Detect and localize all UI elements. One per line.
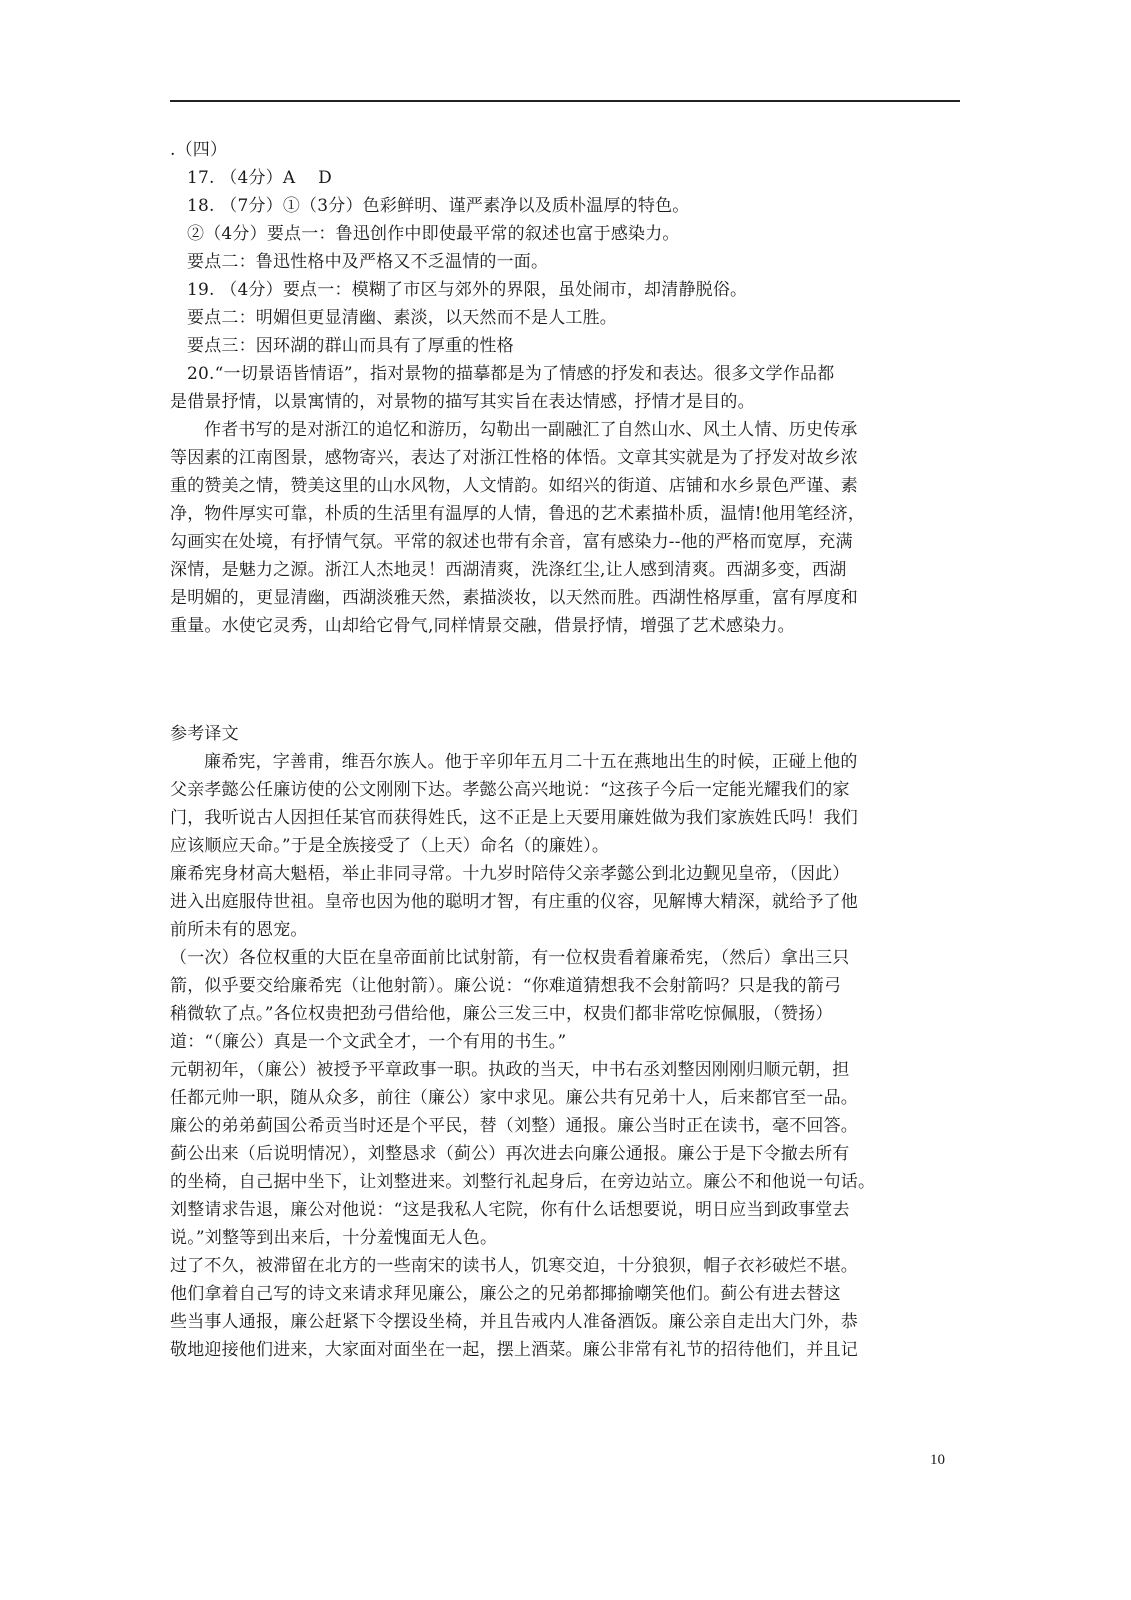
essay-line: 深情，是魅力之源。浙江人杰地灵！西湖清爽，洗涤红尘,让人感到清爽。西湖多变，西湖 bbox=[170, 560, 847, 580]
translation-line: 廉公的弟弟蓟国公希贡当时还是个平民，替（刘整）通报。廉公当时正在读书，毫不回答。 bbox=[170, 1116, 858, 1136]
translation-line: 任都元帅一职，随从众多，前往（廉公）家中求见。廉公共有兄弟十人，后来都官至一品。 bbox=[170, 1088, 858, 1108]
translation-line: 箭，似乎要交给廉希宪（让他射箭）。廉公说：“你难道猜想我不会射箭吗？只是我的箭弓 bbox=[170, 976, 842, 996]
translation-line: 稍微软了点。”各位权贵把劲弓借给他，廉公三发三中，权贵们都非常吃惊佩服，（赞扬） bbox=[170, 1004, 833, 1024]
translation-line: 前所未有的恩宠。 bbox=[170, 920, 308, 940]
translation-line: 父亲孝懿公任廉访使的公文刚刚下达。孝懿公高兴地说：“这孩子今后一定能光耀我们的家 bbox=[170, 780, 850, 800]
essay-line: 重量。水使它灵秀，山却给它骨气,同样情景交融，借景抒情，增强了艺术感染力。 bbox=[170, 616, 795, 636]
answer-19-part2: 要点二：明媚但更显清幽、素淡，以天然而不是人工胜。 bbox=[187, 308, 617, 328]
section-spacer bbox=[170, 640, 970, 720]
translation-line: 说。”刘整等到出来后，十分羞愧面无人色。 bbox=[170, 1228, 498, 1248]
page-number: 10 bbox=[930, 1452, 945, 1468]
translation-line: （一次）各位权重的大臣在皇帝面前比试射箭，有一位权贵看着廉希宪，（然后）拿出三只 bbox=[170, 948, 850, 968]
translation-line: 的坐椅，自己据中坐下，让刘整进来。刘整行礼起身后，在旁边站立。廉公不和他说一句话。 bbox=[170, 1172, 876, 1192]
header-rule bbox=[170, 100, 960, 102]
answer-17: 17. （4分）A D bbox=[187, 168, 332, 188]
section-heading: .（四） bbox=[170, 140, 228, 160]
translation-line: 敬地迎接他们进来，大家面对面坐在一起，摆上酒菜。廉公非常有礼节的招待他们，并且记 bbox=[170, 1340, 858, 1360]
essay-line: 作者书写的是对浙江的追忆和游历，勾勒出一副融汇了自然山水、风土人情、历史传承 bbox=[204, 420, 858, 440]
answer-19-part1: 19. （4分）要点一：模糊了市区与郊外的界限，虽处闹市，却清静脱俗。 bbox=[187, 280, 748, 300]
translation-line: 廉希宪，字善甫，维吾尔族人。他于辛卯年五月二十五在燕地出生的时候，正碰上他的 bbox=[204, 752, 858, 772]
document-body bbox=[170, 136, 970, 1364]
answer-18-part3: 要点二：鲁迅性格中及严格又不乏温情的一面。 bbox=[187, 252, 549, 272]
translation-line: 门，我听说古人因担任某官而获得姓氏，这不正是上天要用廉姓做为我们家族姓氏吗！我们 bbox=[170, 808, 858, 828]
answer-20-line: 是借景抒情，以景寓情的，对景物的描写其实旨在表达情感，抒情才是目的。 bbox=[170, 392, 755, 412]
answer-18-part1: 18. （7分）①（3分）色彩鲜明、谨严素净以及质朴温厚的特色。 bbox=[187, 196, 690, 216]
translation-line: 刘整请求告退，廉公对他说：“这是我私人宅院，你有什么话想要说，明日应当到政事堂去 bbox=[170, 1200, 850, 1220]
answer-19-part3: 要点三：因环湖的群山而具有了厚重的性格 bbox=[187, 336, 514, 356]
translation-line: 蓟公出来（后说明情况），刘整恳求（蓟公）再次进去向廉公通报。廉公于是下令撤去所有 bbox=[170, 1144, 850, 1164]
translation-line: 进入出庭服侍世祖。皇帝也因为他的聪明才智，有庄重的仪容，见解博大精深，就给予了他 bbox=[170, 892, 858, 912]
essay-line: 是明媚的，更显清幽，西湖淡雅天然，素描淡妆，以天然而胜。西湖性格厚重，富有厚度和 bbox=[170, 588, 858, 608]
translation-line: 道：“（廉公）真是一个文武全才，一个有用的书生。” bbox=[170, 1032, 567, 1052]
essay-line: 重的赞美之情，赞美这里的山水风物，人文情韵。如绍兴的街道、店铺和水乡景色严谨、素 bbox=[170, 476, 858, 496]
translation-line: 元朝初年，（廉公）被授予平章政事一职。执政的当天，中书右丞刘整因刚刚归顺元朝，担 bbox=[170, 1060, 850, 1080]
translation-line: 廉希宪身材高大魁梧，举止非同寻常。十九岁时陪侍父亲孝懿公到北边觐见皇帝，（因此） bbox=[170, 864, 850, 884]
translation-line: 应该顺应天命。”于是全族接受了（上天）命名（的廉姓）。 bbox=[170, 836, 610, 856]
essay-line: 等因素的江南图景，感物寄兴，表达了对浙江性格的体悟。文章其实就是为了抒发对故乡浓 bbox=[170, 448, 858, 468]
translation-line: 过了不久，被滞留在北方的一些南宋的读书人，饥寒交迫，十分狼狈，帽子衣衫破烂不堪。 bbox=[170, 1256, 858, 1276]
answer-20-line: 20.“一切景语皆情语”，指对景物的描摹都是为了情感的抒发和表达。很多文学作品都 bbox=[187, 364, 835, 384]
essay-line: 净，物件厚实可靠，朴质的生活里有温厚的人情，鲁迅的艺术素描朴质，温情!他用笔经济， bbox=[170, 504, 866, 524]
translation-line: 他们拿着自己写的诗文来请求拜见廉公，廉公之的兄弟都揶揄嘲笑他们。蓟公有进去替这 bbox=[170, 1284, 841, 1304]
essay-line: 勾画实在处境，有抒情气氛。平常的叙述也带有余音，富有感染力--他的严格而宽厚，充满 bbox=[170, 532, 853, 552]
translation-line: 些当事人通报，廉公赶紧下令摆设坐椅，并且告戒内人准备酒饭。廉公亲自走出大门外，恭 bbox=[170, 1312, 858, 1332]
answer-18-part2: ②（4分）要点一：鲁迅创作中即使最平常的叙述也富于感染力。 bbox=[187, 224, 680, 244]
translation-title: 参考译文 bbox=[170, 724, 239, 744]
